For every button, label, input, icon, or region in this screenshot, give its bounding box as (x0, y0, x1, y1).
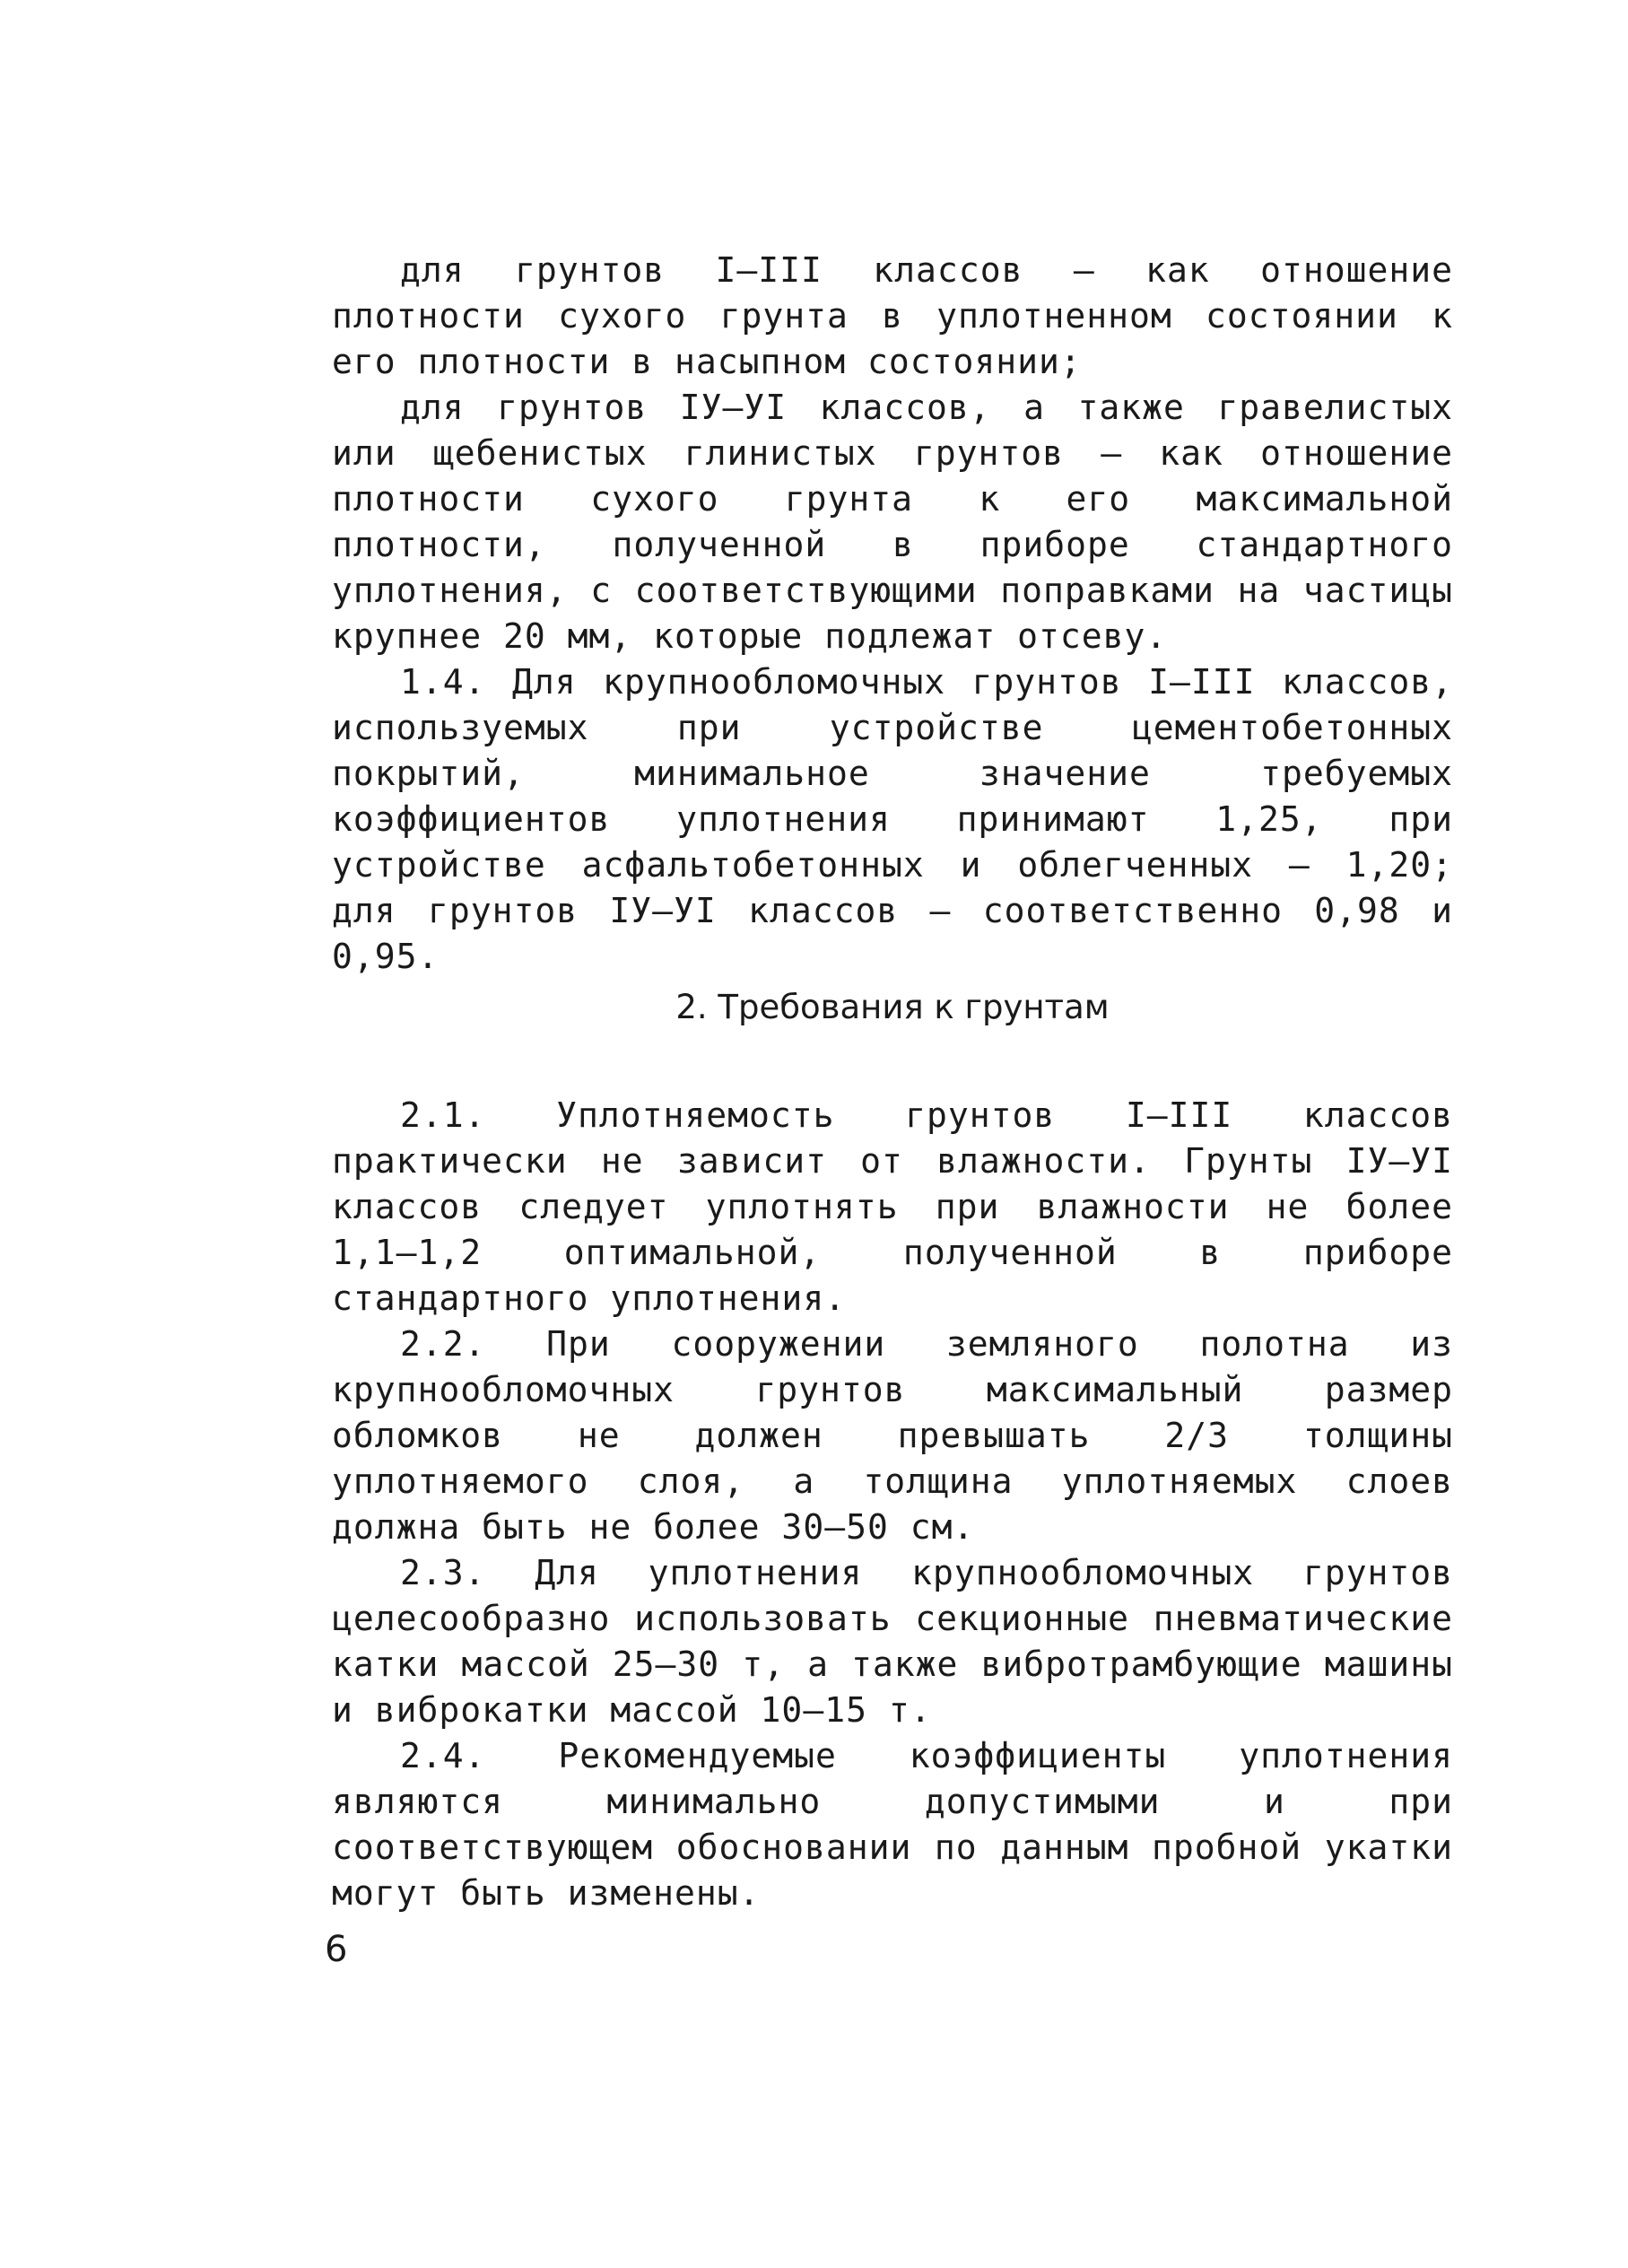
paragraph-2-2: 2.2. При сооружении земляного полотна из крупнообломочных грунтов максимальный размер обломков не должен превышать 2/3 толщины уплотняемого слоя, а толщина уплотняемых слоев должна быть не более 30–50 см. (332, 1324, 1453, 1547)
page-number: 6 (325, 1929, 348, 1970)
paragraph-1-4: 1.4. Для крупнообломочных грунтов I–III классов, используемых при устройстве цементобетонных покрытий, минимальное значение требуемых коэффициентов уплотнения принимают 1,25, при устройстве асфальтобетонных и облегченных – 1,20; для грунтов IУ–УI классов – соответственно 0,98 и 0,95. (332, 662, 1453, 976)
paragraph-2-1: 2.1. Уплотняемость грунтов I–III классов практически не зависит от влажности. Грунты IУ–УI классов следует уплотнять при влажности не более 1,1–1,2 оптимальной, полученной в приборе стандартного уплотнения. (332, 1095, 1453, 1318)
section-1-continuation (332, 248, 1453, 980)
paragraph-2-3: 2.3. Для уплотнения крупнообломочных грунтов целесообразно использовать секционные пневматические катки массой 25–30 т, а также вибротрамбующие машины и виброкатки массой 10–15 т. (332, 1553, 1453, 1730)
paragraph-density-classes-1-3: для грунтов I–III классов – как отношение плотности сухого грунта в уплотненном состоянии к его плотности в насыпном состоянии; (332, 250, 1453, 381)
paragraph-density-classes-4-6: для грунтов IУ–УI классов, а также гравелистых или щебенистых глинистых грунтов – как отношение плотности сухого грунта к его максимальной плотности, полученной в приборе стандартного уплотнения, с соответствующими поправками на частицы крупнее 20 мм, которые подлежат отсеву. (332, 388, 1453, 656)
section-2-heading: 2. Требования к грунтам (675, 988, 1110, 1026)
paragraph-2-4: 2.4. Рекомендуемые коэффициенты уплотнения являются минимально допустимыми и при соответствующем обосновании по данным пробной укатки могут быть изменены. (332, 1736, 1453, 1913)
section-2-body (332, 1093, 1453, 1916)
